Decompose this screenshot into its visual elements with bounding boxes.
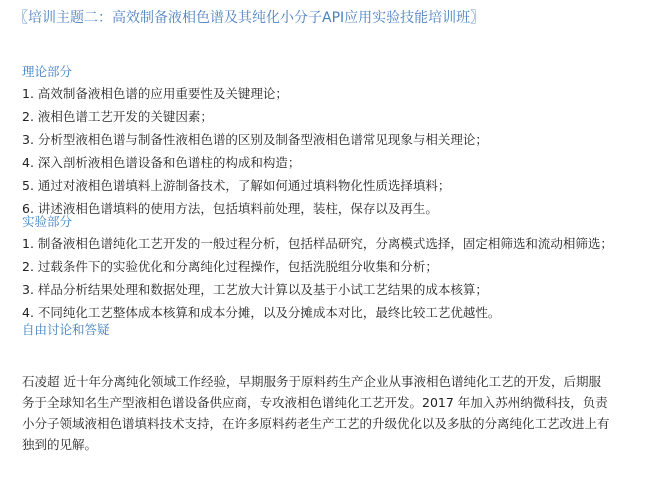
theory-item: 3. 分析型液相色谱与制备性液相色谱的区别及制备型液相色谱常见现象与相关理论； [22, 132, 488, 147]
theory-section-heading: 理论部分 [22, 64, 73, 79]
bio-line: 石凌超 近十年分离纯化领域工作经验，早期服务于原料药生产企业从事液相色谱纯化工艺的开发，后期服 [22, 374, 601, 389]
theory-item: 5. 通过对液相色谱填料上游制备技术，了解如何通过填料物化性质选择填料； [22, 178, 451, 193]
experiment-item: 3. 样品分析结果处理和数据处理，工艺放大计算以及基于小试工艺结果的成本核算； [22, 282, 488, 297]
theory-item: 2. 液相色谱工艺开发的关键因素； [22, 109, 213, 124]
theory-list [22, 82, 488, 220]
training-topic-title: 〖培训主题二：高效制备液相色谱及其纯化小分子API应用实验技能培训班〗 [14, 10, 485, 26]
theory-item: 4. 深入剖析液相色谱设备和色谱柱的构成和构造； [22, 155, 301, 170]
bio-line: 务于全球知名生产型液相色谱设备供应商，专攻液相色谱纯化工艺开发。2017 年加入苏州纳微科技，负责 [22, 395, 608, 410]
experiment-item: 4. 不同纯化工艺整体成本核算和成本分摊，以及分摊成本对比，最终比较工艺优越性。 [22, 305, 501, 320]
theory-item: 6. 讲述液相色谱填料的使用方法，包括填料前处理，装柱，保存以及再生。 [22, 201, 438, 216]
bio-line: 独到的见解。 [22, 437, 98, 452]
theory-item: 1. 高效制备液相色谱的应用重要性及关键理论； [22, 86, 288, 101]
bio-line: 小分子领域液相色谱填料技术支持，在许多原料药老生产工艺的升级优化以及多肽的分离纯化工艺改进上有 [22, 416, 610, 431]
experiment-item: 1. 制备液相色谱纯化工艺开发的一般过程分析，包括样品研究，分离模式选择，固定相筛选和流动相筛选； [22, 236, 613, 251]
experiment-section-heading: 实验部分 [22, 214, 73, 229]
experiment-item: 2. 过载条件下的实验优化和分离纯化过程操作，包括洗脱组分收集和分析； [22, 259, 438, 274]
experiment-list [22, 232, 613, 324]
discussion-section-heading: 自由讨论和答疑 [22, 322, 110, 337]
speaker-bio [22, 371, 632, 455]
